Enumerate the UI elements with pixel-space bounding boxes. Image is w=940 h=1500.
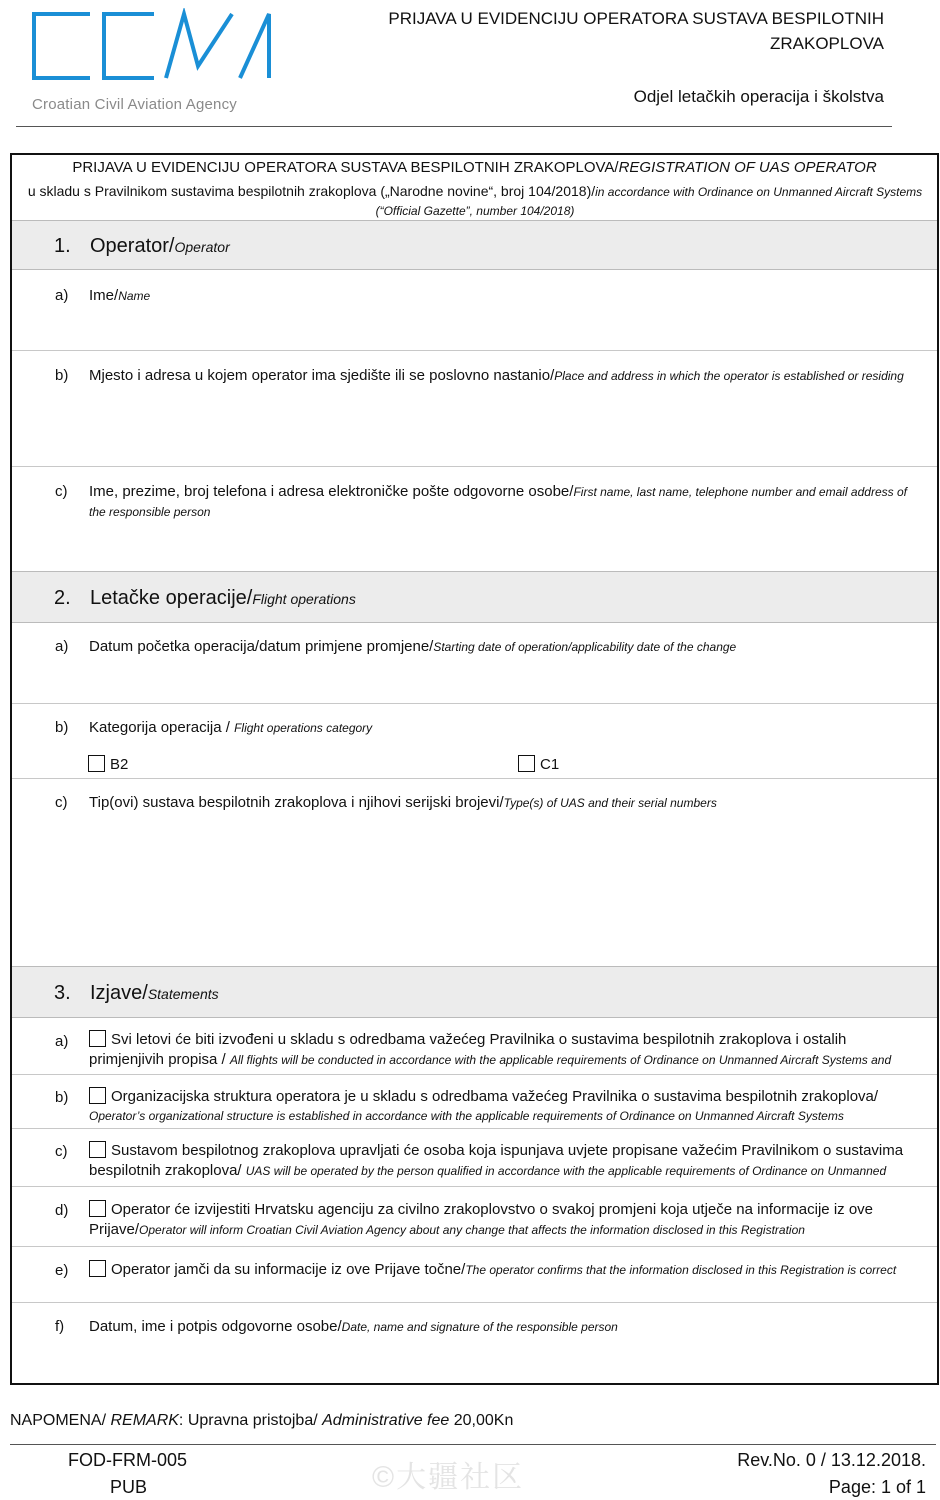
section-1-header: [12, 220, 937, 270]
section-number: 2.: [54, 587, 71, 609]
checkbox-icon[interactable]: [89, 1087, 106, 1104]
section-2-header: [12, 571, 937, 623]
field-operator-address[interactable]: Mjesto i adresa u kojem operator ima sjedište ili se poslovno nastanio/Place and address in which the operator is established or residing: [89, 367, 904, 384]
section-number: 3.: [54, 982, 71, 1004]
checkbox-icon[interactable]: [89, 1030, 106, 1047]
page-number: Page: 1 of 1: [828, 1477, 926, 1497]
row-divider: [12, 703, 937, 704]
section-3-header: [12, 966, 937, 1018]
row-letter: a): [55, 1033, 69, 1050]
statement-c[interactable]: Sustavom bespilotnog zrakoplova upravljati će osoba koja ispunjava uvjete propisane važećim Pravilnikom o sustavima bespilotnih zrakoplova/ UAS will be operated by the person qualified in accordance with the applicable requirements of Ordinance on Unmanned: [89, 1142, 904, 1179]
row-letter: a): [55, 287, 69, 304]
statement-e[interactable]: Operator jamči da su informacije iz ove Prijave točne/The operator confirms that the information disclosed in this Registration is correct: [89, 1260, 924, 1280]
row-letter: c): [55, 794, 68, 811]
field-start-date[interactable]: Datum početka operacija/datum primjene promjene/Starting date of operation/applicability date of the change: [89, 638, 737, 655]
checkbox-label: B2: [110, 756, 129, 773]
logo-caption: Croatian Civil Aviation Agency: [32, 96, 237, 113]
checkbox-b2[interactable]: [88, 755, 128, 773]
row-letter: b): [55, 719, 69, 736]
section-label: Letačke operacije/Flight operations: [90, 587, 356, 609]
checkbox-icon[interactable]: [518, 755, 535, 772]
watermark: ©大疆社区: [372, 1461, 525, 1494]
row-divider: [12, 1128, 937, 1129]
section-label: Izjave/Statements: [90, 982, 219, 1004]
row-letter: c): [55, 1143, 68, 1160]
checkbox-icon[interactable]: [88, 755, 105, 772]
statement-a[interactable]: Svi letovi će biti izvođeni u skladu s odredbama važećeg Pravilnika o sustavima bespilotnih zrakoplova i ostalih primjenjivih propisa / All flights will be conducted in accordance with the applicable requirements of Ordinance on Unmanned Aircraft Systems and: [89, 1031, 892, 1068]
form-title: PRIJAVA U EVIDENCIJU OPERATORA SUSTAVA BESPILOTNIH ZRAKOPLOVA/REGISTRATION OF UAS OPERATOR: [72, 159, 877, 176]
row-letter: b): [55, 367, 69, 384]
row-divider: [12, 466, 937, 467]
classification: PUB: [110, 1477, 148, 1497]
revision: Rev.No. 0 / 13.12.2018.: [737, 1450, 926, 1470]
statement-b[interactable]: Organizacijska struktura operatora je u skladu s odredbama važećeg Pravilnika o sustavima bespilotnih zrakoplova/ Operator’s organizational structure is established in accordance with the applicable requirements of Ordinance on Unmanned Aircraft Systems: [89, 1088, 879, 1123]
row-divider: [12, 1302, 937, 1303]
field-responsible-person[interactable]: Ime, prezime, broj telefona i adresa elektroničke pošte odgovorne osobe/First name, last name, telephone number and email address of the responsible person: [89, 483, 907, 519]
checkbox-icon[interactable]: [89, 1260, 106, 1277]
field-operator-name[interactable]: Ime/Name: [89, 287, 151, 304]
statement-d[interactable]: Operator će izvijestiti Hrvatsku agenciju za civilno zrakoplovstvo o svakoj promjeni koja utječe na informacije iz ove Prijave/Operator will inform Croatian Civil Aviation Agency about any change that affects the information disclosed in this Registration: [89, 1201, 873, 1238]
row-letter: f): [55, 1318, 65, 1335]
form-subtitle: u skladu s Pravilnikom sustavima bespilotnih zrakoplova („Narodne novine“, broj 104/2018)/in accordance with Ordinance on Unmanned Aircraft Systems (“Official Gazette”, number 104/2018): [27, 183, 923, 218]
row-letter: e): [55, 1262, 69, 1279]
row-divider: [12, 1246, 937, 1247]
footer-divider: [10, 1444, 936, 1445]
checkbox-icon[interactable]: [89, 1141, 106, 1158]
row-divider: [12, 1186, 937, 1187]
header-divider: [16, 126, 892, 127]
row-letter: d): [55, 1202, 69, 1219]
row-divider: [12, 1074, 937, 1075]
field-uas-types[interactable]: Tip(ovi) sustava bespilotnih zrakoplova i njihovi serijski brojevi/Type(s) of UAS and their serial numbers: [89, 794, 717, 811]
row-letter: b): [55, 1089, 69, 1106]
row-letter: a): [55, 638, 69, 655]
row-divider: [12, 778, 937, 779]
header-department: Odjel letačkih operacija i školstva: [633, 87, 884, 106]
remark-fee: NAPOMENA/ REMARK: Upravna pristojba/ Administrative fee 20,00Kn: [10, 1412, 514, 1429]
checkbox-c1[interactable]: [518, 755, 559, 773]
row-letter: c): [55, 483, 68, 500]
field-operations-category: Kategorija operacija / Flight operations category: [89, 719, 373, 736]
section-number: 1.: [54, 235, 71, 257]
field-signature[interactable]: Datum, ime i potpis odgovorne osobe/Date, name and signature of the responsible person: [89, 1318, 618, 1335]
section-label: Operator/Operator: [90, 235, 230, 257]
checkbox-label: C1: [540, 756, 560, 773]
form-code: FOD-FRM-005: [68, 1450, 188, 1470]
header-title: PRIJAVA U EVIDENCIJU OPERATORA SUSTAVA BESPILOTNIH ZRAKOPLOVA: [388, 9, 884, 53]
row-divider: [12, 350, 937, 351]
checkbox-icon[interactable]: [89, 1200, 106, 1217]
